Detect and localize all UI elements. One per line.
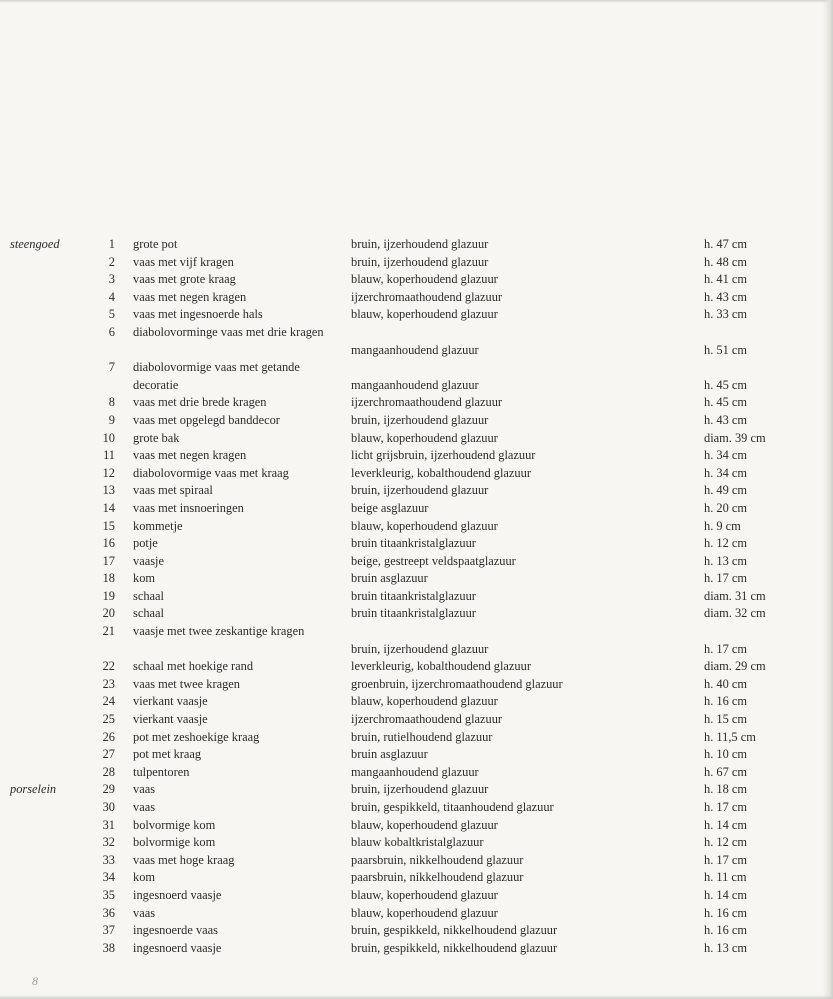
item-glaze: bruin, ijzerhoudend glazuur [351, 254, 489, 269]
item-number: 10 [102, 430, 115, 445]
item-description: vaas met twee kragen [133, 676, 240, 691]
item-size: h. 45 cm [704, 377, 748, 392]
item-description: vaas met negen kragen [133, 289, 247, 304]
item-size: h. 11,5 cm [704, 729, 756, 744]
item-size: h. 17 cm [704, 641, 748, 656]
item-glaze: blauw, koperhoudend glazuur [351, 272, 498, 287]
item-number: 33 [102, 852, 115, 867]
item-size: h. 14 cm [704, 817, 748, 832]
item-glaze: ijzerchromaathoudend glazuur [351, 289, 503, 304]
item-description: vaas met ingesnoerde hals [133, 307, 263, 322]
item-description: ingesnoerd vaasje [133, 887, 222, 902]
item-description: vaas [133, 905, 156, 920]
item-size: h. 14 cm [704, 887, 748, 902]
item-description: vaas met insnoeringen [133, 500, 244, 515]
item-description: vaas [133, 782, 156, 797]
item-size: h. 40 cm [704, 676, 748, 691]
table-row [0, 729, 833, 747]
item-glaze: blauw, koperhoudend glazuur [351, 817, 498, 832]
item-glaze: bruin, ijzerhoudend glazuur [351, 641, 489, 656]
table-row [0, 940, 833, 958]
table-row [0, 623, 833, 658]
item-glaze: bruin, ijzerhoudend glazuur [351, 412, 489, 427]
item-number: 35 [102, 887, 115, 902]
item-number: 37 [102, 923, 115, 938]
table-row [0, 254, 833, 272]
item-description: vierkant vaasje [133, 712, 208, 727]
item-glaze: blauw, koperhoudend glazuur [351, 887, 498, 902]
table-row [0, 271, 833, 289]
item-glaze: groenbruin, ijzerchromaathoudend glazuur [351, 676, 563, 691]
item-glaze: bruin titaankristalglazuur [351, 536, 476, 551]
item-number: 14 [102, 500, 115, 515]
item-size: h. 17 cm [704, 571, 748, 586]
item-size: h. 41 cm [704, 272, 748, 287]
table-row [0, 887, 833, 905]
table-row [0, 306, 833, 324]
item-description: vaas met drie brede kragen [133, 395, 267, 410]
table-row [0, 711, 833, 729]
item-size: h. 67 cm [704, 764, 748, 779]
table-row [0, 518, 833, 536]
item-description: grote bak [133, 430, 180, 445]
item-description: grote pot [133, 237, 178, 251]
item-size: diam. 29 cm [704, 659, 766, 674]
item-number: 31 [102, 817, 115, 832]
item-number: 20 [102, 606, 115, 621]
item-number: 11 [103, 448, 115, 463]
item-number: 21 [102, 624, 115, 639]
table-row [0, 394, 833, 412]
item-glaze: bruin titaankristalglazuur [351, 606, 476, 621]
item-number: 16 [102, 536, 115, 551]
item-number: 8 [108, 395, 115, 410]
item-number: 30 [102, 800, 115, 814]
item-number: 5 [108, 307, 115, 322]
item-size: h. 49 cm [704, 483, 748, 498]
item-glaze: bruin, gespikkeld, nikkelhoudend glazuur [351, 940, 558, 955]
item-glaze: mangaanhoudend glazuur [351, 377, 479, 392]
table-row [0, 482, 833, 500]
table-row [0, 359, 833, 394]
item-size: h. 15 cm [704, 712, 748, 727]
item-description: vaas [133, 800, 156, 814]
item-number: 22 [102, 659, 115, 674]
table-row [0, 905, 833, 923]
item-number: 12 [102, 465, 115, 480]
table-row [0, 500, 833, 518]
table-row [0, 693, 833, 711]
item-description: kom [133, 870, 156, 885]
item-glaze: beige, gestreept veldspaatglazuur [351, 553, 516, 568]
table-row [0, 869, 833, 887]
table-row [0, 799, 833, 817]
table-row [0, 430, 833, 448]
table-row [0, 746, 833, 764]
section-label: porselein [10, 782, 57, 797]
item-glaze: licht grijsbruin, ijzerhoudend glazuur [351, 448, 536, 463]
item-description: ingesnoerd vaasje [133, 940, 222, 955]
table-row [0, 447, 833, 465]
item-size: h. 12 cm [704, 536, 748, 551]
item-size: h. 47 cm [704, 237, 748, 251]
item-number: 13 [102, 483, 115, 498]
item-description: vaas met spiraal [133, 483, 213, 498]
item-number: 18 [102, 571, 115, 586]
item-size: diam. 31 cm [704, 588, 766, 603]
section-label: steengoed [10, 237, 60, 251]
table-row [0, 324, 833, 359]
item-size: h. 34 cm [704, 448, 748, 463]
table-row [0, 535, 833, 553]
item-size: h. 13 cm [704, 553, 748, 568]
table-row [0, 605, 833, 623]
table-row [0, 676, 833, 694]
table-row [0, 658, 833, 676]
item-description: schaal met hoekige rand [133, 659, 254, 674]
item-description: vaas met vijf kragen [133, 254, 234, 269]
item-glaze: bruin, ijzerhoudend glazuur [351, 483, 489, 498]
item-glaze: bruin, ijzerhoudend glazuur [351, 782, 489, 797]
item-description: diabolovormige vaas met getande decoratie [133, 360, 300, 392]
item-size: h. 11 cm [704, 870, 747, 885]
item-description: vaasje met twee zeskantige kragen [133, 624, 305, 639]
item-glaze: blauw, koperhoudend glazuur [351, 430, 498, 445]
item-description: schaal [133, 606, 164, 621]
item-number: 32 [102, 835, 115, 850]
table-row [0, 764, 833, 782]
table-row [0, 817, 833, 835]
item-size: h. 20 cm [704, 500, 748, 515]
item-description: vaas met negen kragen [133, 448, 247, 463]
item-glaze: mangaanhoudend glazuur [351, 764, 479, 779]
item-number: 25 [102, 712, 115, 727]
item-glaze: paarsbruin, nikkelhoudend glazuur [351, 870, 524, 885]
item-description: vaas met grote kraag [133, 272, 236, 287]
item-glaze: ijzerchromaathoudend glazuur [351, 712, 503, 727]
table-row [0, 289, 833, 307]
item-glaze: leverkleurig, kobalthoudend glazuur [351, 659, 531, 674]
item-size: h. 45 cm [704, 395, 748, 410]
table-row [0, 412, 833, 430]
item-glaze: blauw, koperhoudend glazuur [351, 518, 498, 533]
item-glaze: bruin asglazuur [351, 747, 428, 762]
item-description: pot met zeshoekige kraag [133, 729, 260, 744]
item-glaze: ijzerchromaathoudend glazuur [351, 395, 503, 410]
item-number: 4 [108, 289, 115, 304]
item-description: pot met kraag [133, 747, 202, 762]
item-number: 28 [102, 764, 115, 779]
item-number: 27 [102, 747, 115, 762]
item-size: h. 16 cm [704, 905, 748, 920]
item-number: 29 [102, 782, 115, 797]
item-number: 36 [102, 905, 115, 920]
item-glaze: blauw, koperhoudend glazuur [351, 694, 498, 709]
item-size: diam. 32 cm [704, 606, 766, 621]
table-row [0, 465, 833, 483]
item-description: ingesnoerde vaas [133, 923, 218, 938]
item-glaze: paarsbruin, nikkelhoudend glazuur [351, 852, 524, 867]
table-row [0, 781, 833, 799]
item-description: bolvormige kom [133, 817, 216, 832]
catalog-list [0, 236, 833, 957]
item-size: h. 43 cm [704, 289, 748, 304]
item-description: vaasje [133, 553, 164, 568]
item-description: diabolovorminge vaas met drie kragen [133, 324, 324, 339]
item-number: 19 [102, 588, 115, 603]
item-size: h. 18 cm [704, 782, 748, 797]
item-size: h. 16 cm [704, 694, 748, 709]
item-description: vaas met opgelegd banddecor [133, 412, 280, 427]
item-number: 23 [102, 676, 115, 691]
item-number: 24 [102, 694, 115, 709]
item-description: tulpentoren [133, 764, 190, 779]
item-size: h. 17 cm [704, 800, 748, 814]
table-row [0, 236, 833, 254]
item-description: kommetje [133, 518, 183, 533]
item-size: h. 43 cm [704, 412, 748, 427]
item-description: vaas met hoge kraag [133, 852, 235, 867]
item-glaze: blauw, koperhoudend glazuur [351, 307, 498, 322]
table-row [0, 570, 833, 588]
item-glaze: blauw, koperhoudend glazuur [351, 905, 498, 920]
item-description: kom [133, 571, 156, 586]
item-size: h. 34 cm [704, 465, 748, 480]
table-row [0, 553, 833, 571]
item-glaze: blauw kobaltkristalglazuur [351, 835, 484, 850]
page-edge-top [0, 0, 833, 3]
item-size: h. 12 cm [704, 835, 748, 850]
item-number: 7 [108, 360, 115, 375]
item-description: potje [133, 536, 158, 551]
item-number: 1 [108, 237, 115, 251]
item-number: 9 [108, 412, 115, 427]
item-size: h. 51 cm [704, 342, 748, 357]
item-glaze: bruin, ijzerhoudend glazuur [351, 237, 489, 251]
item-description: vierkant vaasje [133, 694, 208, 709]
page-number: 8 [32, 974, 38, 988]
table-row [0, 834, 833, 852]
table-row [0, 922, 833, 940]
page-edge-bottom [0, 995, 833, 999]
item-number: 34 [102, 870, 115, 885]
item-glaze: bruin, gespikkeld, nikkelhoudend glazuur [351, 923, 558, 938]
item-glaze: beige asglazuur [351, 500, 429, 515]
item-size: h. 48 cm [704, 254, 748, 269]
item-glaze: mangaanhoudend glazuur [351, 342, 479, 357]
item-description: schaal [133, 588, 164, 603]
item-size: h. 13 cm [704, 940, 748, 955]
item-size: h. 17 cm [704, 852, 748, 867]
item-number: 6 [108, 324, 115, 339]
item-glaze: bruin, gespikkeld, titaanhoudend glazuur [351, 800, 554, 814]
item-description: bolvormige kom [133, 835, 216, 850]
table-row [0, 588, 833, 606]
item-description: diabolovormige vaas met kraag [133, 465, 289, 480]
item-size: h. 16 cm [704, 923, 748, 938]
item-size: h. 10 cm [704, 747, 748, 762]
item-size: diam. 39 cm [704, 430, 766, 445]
item-glaze: leverkleurig, kobalthoudend glazuur [351, 465, 531, 480]
item-number: 26 [102, 729, 115, 744]
table-row [0, 852, 833, 870]
item-number: 38 [102, 940, 115, 955]
item-glaze: bruin, rutielhoudend glazuur [351, 729, 493, 744]
item-size: h. 33 cm [704, 307, 748, 322]
item-glaze: bruin asglazuur [351, 571, 428, 586]
item-number: 17 [102, 553, 115, 568]
item-number: 2 [108, 254, 115, 269]
item-number: 3 [108, 272, 115, 287]
item-glaze: bruin titaankristalglazuur [351, 588, 476, 603]
item-size: h. 9 cm [704, 518, 741, 533]
item-number: 15 [102, 518, 115, 533]
